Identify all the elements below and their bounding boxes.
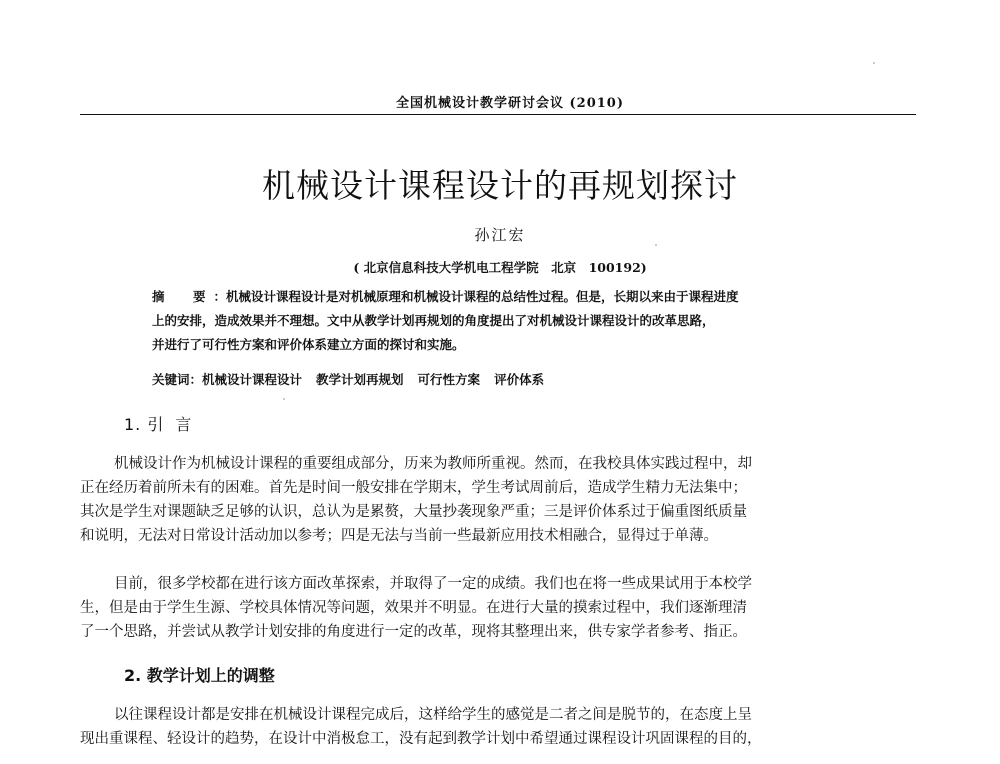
abstract [152, 285, 872, 357]
body-paragraph [80, 452, 920, 548]
body-paragraph [80, 572, 920, 644]
text-line: 了一个思路，并尝试从教学计划安排的角度进行一定的改革，现将其整理出来，供专家学者参考、指正。 [80, 624, 747, 640]
keyword: 机械设计课程设计 [202, 372, 303, 387]
section-title: 教学计划上的调整 [146, 666, 275, 685]
text-line: 机械设计作为机械设计课程的重要组成部分，历来为教师所重视。然而，在我校具体实践过程中，却 [114, 456, 752, 472]
section-heading-introduction [124, 412, 203, 435]
keyword: 教学计划再规划 [316, 372, 404, 387]
header-rule [80, 114, 916, 115]
paper-title: 机械设计课程设计的再规划探讨 [262, 166, 738, 205]
text-line: 正在经历着前所未有的困难。首先是时间一般安排在学期末，学生考试周前后，造成学生精力无法集中； [80, 480, 747, 496]
section-title: 引言 [147, 415, 204, 434]
abstract-text: ：机械设计课程设计是对机械原理和机械设计课程的总结性过程。但是，长期以来由于课程进度 [213, 289, 739, 304]
keyword: 可行性方案 [417, 372, 481, 387]
text-line: 和说明，无法对日常设计活动加以参考；四是无法与当前一些最新应用技术相融合，显得过于单薄。 [80, 528, 718, 544]
author-affiliation: ( 北京信息科技大学机电工程学院 北京 100192) [353, 260, 647, 275]
section-number: 2. [124, 666, 142, 685]
abstract-line: 上的安排，造成效果并不理想。文中从教学计划再规划的角度提出了对机械设计课程设计的改革思路， [152, 313, 715, 328]
text-line: 生，但是由于学生生源、学校具体情况等问题，效果并不明显。在进行大量的摸索过程中，我们逐渐理清 [80, 600, 747, 616]
section-heading-teaching-plan [124, 663, 275, 686]
text-line: 现出重课程、轻设计的趋势，在设计中消极怠工，没有起到教学计划中希望通过课程设计巩固课程的目的， [80, 731, 762, 747]
abstract-line: 并进行了可行性方案和评价体系建立方面的探讨和实施。 [152, 337, 465, 352]
text-line: 以往课程设计都是安排在机械设计课程完成后，这样给学生的感觉是二者之间是脱节的，在态度上呈 [114, 707, 752, 723]
scan-speck [655, 244, 657, 246]
scan-speck [873, 62, 875, 64]
running-header: 全国机械设计教学研讨会议 (2010) [395, 96, 624, 111]
body-paragraph [80, 703, 920, 751]
abstract-label: 摘 要 [152, 289, 214, 304]
keywords [152, 370, 872, 388]
keyword: 评价体系 [494, 372, 545, 387]
abstract-line [152, 285, 872, 309]
section-number: 1. [124, 415, 142, 434]
scan-speck [283, 398, 285, 400]
text-line: 目前，很多学校都在进行该方面改革探索，并取得了一定的成绩。我们也在将一些成果试用于本校学 [114, 576, 752, 592]
text-line: 其次是学生对课题缺乏足够的认识，总认为是累赘，大量抄袭现象严重；三是评价体系过于偏重图纸质量 [80, 504, 747, 520]
author-name: 孙江宏 [474, 226, 526, 244]
keywords-label: 关键词： [152, 372, 203, 387]
